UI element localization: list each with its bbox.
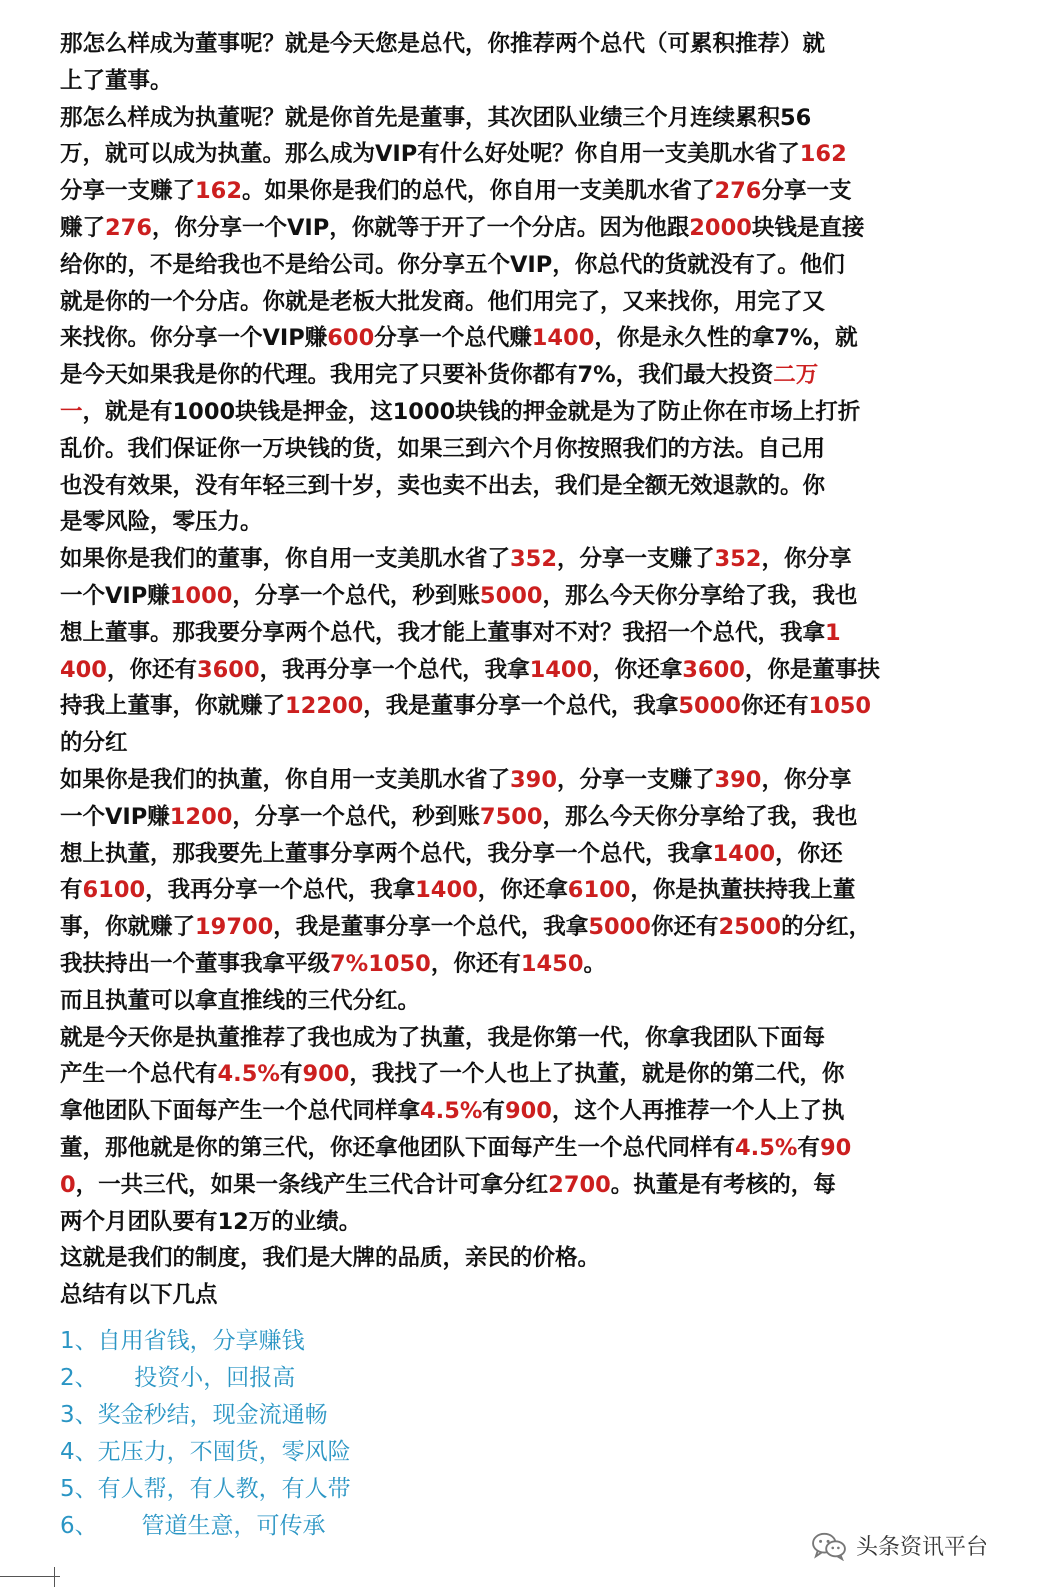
text-run: ，你分享 <box>761 766 852 793</box>
highlight-number: 4.5% <box>217 1061 280 1088</box>
text-line <box>60 872 1035 909</box>
text-run: 是今天如果我是你的代理。我用完了只要补货你都有7%，我们最大投资 <box>60 362 774 389</box>
text-line <box>60 615 1035 652</box>
article-body <box>60 26 1035 1314</box>
text-run: 那怎么样成为执董呢？就是你首先是董事，其次团队业绩三个月连续累积56 <box>60 104 812 131</box>
text-run: 有 <box>60 877 83 904</box>
text-line <box>60 1240 1035 1277</box>
summary-item: 3、奖金秒结，现金流通畅 <box>60 1402 328 1428</box>
highlight-number: 2000 <box>689 214 752 241</box>
text-run: 事，你就赚了 <box>60 914 196 941</box>
text-line <box>60 688 1035 725</box>
text-run: ，你是执董扶持我上董 <box>630 877 856 904</box>
highlight-number: 900 <box>504 1098 552 1125</box>
text-line <box>60 468 1035 505</box>
highlight-number: 276 <box>105 214 152 241</box>
text-run: 有 <box>797 1134 820 1161</box>
summary-item: 1、自用省钱，分享赚钱 <box>60 1328 305 1354</box>
highlight-number: 162 <box>799 141 847 168</box>
text-run: ，你还 <box>775 840 843 867</box>
text-run: 想上董事。那我要分享两个总代，我才能上董事对不对？我招一个总代，我拿 <box>60 619 826 646</box>
highlight-number: 162 <box>195 178 242 205</box>
text-run: ，你是董事扶 <box>744 656 880 683</box>
highlight-number: 276 <box>714 178 762 205</box>
text-run: ，分享一支赚了 <box>556 546 715 573</box>
text-run: ，分享一个总代，秒到账 <box>232 582 480 609</box>
text-run: 。如果你是我们的总代，你自用一支美肌水省了 <box>241 178 715 205</box>
highlight-number: 1200 <box>169 803 233 830</box>
text-run: 块钱是直接 <box>751 214 865 241</box>
text-line <box>60 63 1035 100</box>
highlight-number: 1400 <box>415 877 478 904</box>
highlight-number: 0 <box>60 1171 76 1198</box>
text-line <box>60 1277 1035 1314</box>
text-run: 有 <box>279 1061 303 1088</box>
text-line <box>60 1167 1035 1204</box>
text-run: 你还有 <box>740 693 809 720</box>
highlight-number: 1400 <box>531 325 595 352</box>
highlight-number: 5000 <box>479 582 543 609</box>
highlight-number: 一 <box>60 398 83 425</box>
highlight-number: 6100 <box>567 877 631 904</box>
text-run: ，我再分享一个总代，我拿 <box>145 877 416 904</box>
highlight-number: 二万 <box>773 362 819 389</box>
summary-item: 2、 投资小，回报高 <box>60 1365 296 1391</box>
highlight-number: 4.5% <box>735 1134 798 1161</box>
highlight-number: 90 <box>819 1134 852 1161</box>
text-run: 给你的，不是给我也不是给公司。你分享五个VIP，你总代的货就没有了。他们 <box>60 251 845 278</box>
highlight-number: 400 <box>60 656 107 683</box>
text-run: ，你还拿 <box>592 656 683 683</box>
text-run: 持我上董事，你就赚了 <box>60 693 286 720</box>
highlight-number: 2500 <box>718 914 782 941</box>
text-run: ，我是董事分享一个总代，我拿 <box>363 693 679 720</box>
highlight-number: 390 <box>714 766 762 793</box>
text-run: ，一共三代，如果一条线产生三代合计可拿分红 <box>75 1171 549 1198</box>
highlight-number: 1400 <box>529 656 593 683</box>
text-run: 分享一支赚了 <box>60 178 196 205</box>
text-run: ，我再分享一个总代，我拿 <box>259 656 530 683</box>
text-run: 来找你。你分享一个VIP赚 <box>60 325 328 352</box>
text-run: ，我是董事分享一个总代，我拿 <box>273 914 589 941</box>
text-run: 的分红， <box>781 914 872 941</box>
highlight-number: 12200 <box>285 693 364 720</box>
text-run: 拿他团队下面每产生一个总代同样拿 <box>60 1098 421 1125</box>
text-line <box>60 357 1035 394</box>
text-run: 分享一支 <box>761 178 852 205</box>
text-line <box>60 799 1035 836</box>
highlight-number: 900 <box>302 1061 350 1088</box>
text-line <box>60 136 1035 173</box>
text-line <box>60 394 1035 431</box>
text-line <box>60 1130 1035 1167</box>
text-run: ，分享一个总代，秒到账 <box>232 803 480 830</box>
summary-item: 6、 管道生意，可传承 <box>60 1513 326 1539</box>
highlight-number: 3600 <box>196 656 260 683</box>
text-run: 赚了 <box>60 214 106 241</box>
text-line <box>60 1056 1035 1093</box>
text-run: 。执董是有考核的，每 <box>610 1171 836 1198</box>
highlight-number: 2700 <box>548 1171 611 1198</box>
text-run: ，分享一支赚了 <box>556 766 715 793</box>
highlight-number: 1050 <box>808 693 872 720</box>
text-run: 两个月团队要有12万的业绩。 <box>60 1208 362 1235</box>
text-run: 董，那他就是你的第三代，你还拿他团队下面每产生一个总代同样有 <box>60 1134 736 1161</box>
text-run: ，你分享一个VIP，你就等于开了一个分店。因为他跟 <box>151 214 690 241</box>
text-run: ，你还有 <box>106 656 197 683</box>
text-run: 如果你是我们的董事，你自用一支美肌水省了 <box>60 546 511 573</box>
highlight-number: 352 <box>510 546 557 573</box>
text-run: ，我找了一个人也上了执董，就是你的第二代，你 <box>349 1061 845 1088</box>
text-run: ，你还有 <box>430 950 521 977</box>
text-line <box>60 320 1035 357</box>
text-run: 的分红 <box>60 730 128 757</box>
highlight-number: 7500 <box>479 803 543 830</box>
highlight-number: 1400 <box>712 840 776 867</box>
text-run: 产生一个总代有 <box>60 1061 218 1088</box>
text-run: 我扶持出一个董事我拿平级 <box>60 950 331 977</box>
text-line <box>60 983 1035 1020</box>
text-line <box>60 909 1035 946</box>
text-run: 这就是我们的制度，我们是大牌的品质，亲民的价格。 <box>60 1245 601 1272</box>
watermark <box>810 1530 988 1561</box>
text-run: ，那么今天你分享给了我，我也 <box>542 803 858 830</box>
text-run: 。 <box>583 950 606 977</box>
corner-mark <box>0 1576 60 1587</box>
text-line <box>60 100 1035 137</box>
text-run: 有 <box>482 1098 505 1125</box>
text-run: 你还有 <box>650 914 719 941</box>
text-line <box>60 284 1035 321</box>
text-line <box>60 578 1035 615</box>
text-run: 那怎么样成为董事呢？就是今天您是总代，你推荐两个总代（可累积推荐）就 <box>60 31 826 57</box>
wechat-icon <box>810 1531 848 1561</box>
text-line <box>60 836 1035 873</box>
text-line <box>60 652 1035 689</box>
summary-item: 4、无压力，不囤货，零风险 <box>60 1439 351 1465</box>
text-line <box>60 1093 1035 1130</box>
text-run: 也没有效果，没有年轻三到十岁，卖也卖不出去，我们是全额无效退款的。你 <box>60 472 826 499</box>
text-line <box>60 173 1035 210</box>
text-line <box>60 210 1035 247</box>
highlight-number: 3600 <box>682 656 745 683</box>
text-run: ，你是永久性的拿7%，就 <box>594 325 858 352</box>
highlight-number: 5000 <box>588 914 651 941</box>
summary-item: 5、有人帮，有人教，有人带 <box>60 1476 351 1502</box>
text-line <box>60 431 1035 468</box>
highlight-number: 6100 <box>82 877 146 904</box>
text-run: 总结有以下几点 <box>60 1282 218 1309</box>
text-line <box>60 1204 1035 1241</box>
text-run: ，就是有1000块钱是押金，这1000块钱的押金就是为了防止你在市场上打折 <box>82 398 861 425</box>
highlight-number: 390 <box>510 766 557 793</box>
text-line <box>60 247 1035 284</box>
text-run: ，那么今天你分享给了我，我也 <box>542 582 858 609</box>
text-run: 万，就可以成为执董。那么成为VIP有什么好处呢？你自用一支美肌水省了 <box>60 141 800 168</box>
text-line <box>60 504 1035 541</box>
text-line <box>60 541 1035 578</box>
text-run: ，这个人再推荐一个人上了执 <box>551 1098 845 1125</box>
text-run: 上了董事。 <box>60 67 173 94</box>
text-run: 一个VIP赚 <box>60 582 170 609</box>
text-run: ，你还拿 <box>477 877 568 904</box>
highlight-number: 19700 <box>195 914 274 941</box>
text-run: 是零风险，零压力。 <box>60 509 263 536</box>
summary-list <box>60 1323 351 1545</box>
text-run: 分享一个总代赚 <box>374 325 532 352</box>
highlight-number: 7%1050 <box>330 950 431 977</box>
text-run: ，你分享 <box>761 546 852 573</box>
highlight-number: 1 <box>825 619 841 646</box>
text-run: 如果你是我们的执董，你自用一支美肌水省了 <box>60 766 511 793</box>
highlight-number: 352 <box>714 546 762 573</box>
highlight-number: 4.5% <box>420 1098 483 1125</box>
text-line <box>60 762 1035 799</box>
text-run: 就是你的一个分店。你就是老板大批发商。他们用完了，又来找你，用完了又 <box>60 288 826 315</box>
text-line <box>60 946 1035 983</box>
text-run: 而且执董可以拿直推线的三代分红。 <box>60 987 421 1014</box>
text-run: 想上执董，那我要先上董事分享两个总代，我分享一个总代，我拿 <box>60 840 713 867</box>
text-line <box>60 26 1035 63</box>
highlight-number: 1450 <box>520 950 584 977</box>
watermark-text: 头条资讯平台 <box>856 1535 989 1560</box>
highlight-number: 1000 <box>169 582 233 609</box>
text-line <box>60 1020 1035 1057</box>
highlight-number: 5000 <box>678 693 741 720</box>
text-run: 一个VIP赚 <box>60 803 170 830</box>
text-run: 就是今天你是执董推荐了我也成为了执董，我是你第一代，你拿我团队下面每 <box>60 1024 826 1051</box>
highlight-number: 600 <box>327 325 375 352</box>
text-run: 乱价。我们保证你一万块钱的货，如果三到六个月你按照我们的方法。自己用 <box>60 435 826 462</box>
text-line <box>60 725 1035 762</box>
